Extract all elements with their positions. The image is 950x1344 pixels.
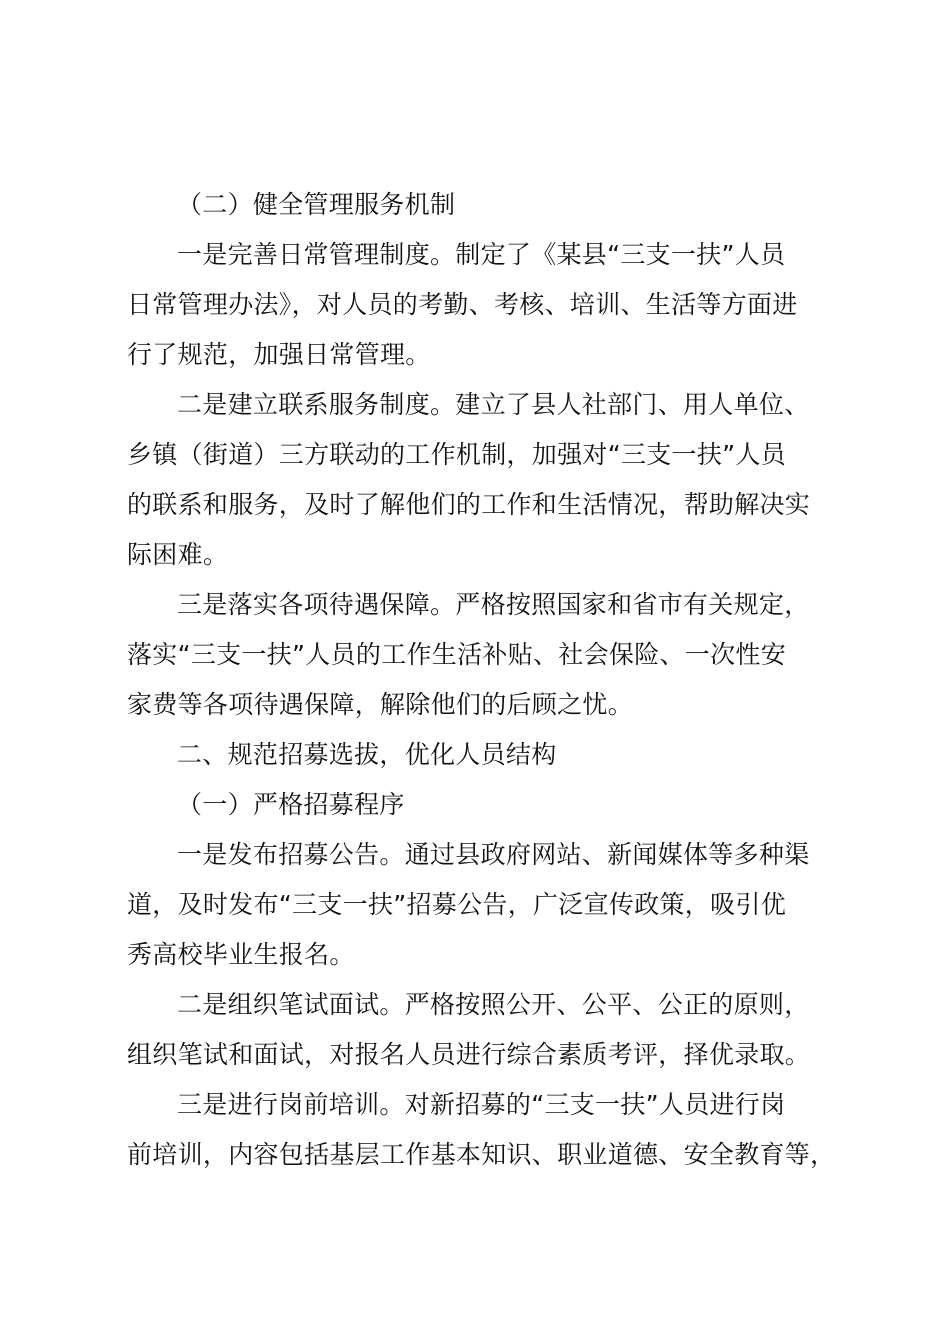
text-line: 三是进行岗前培训。对新招募的“三支一扶”人员进行岗	[177, 1090, 786, 1119]
section-heading-management-mechanism	[127, 180, 832, 230]
text-line: 行了规范，加强日常管理。	[127, 340, 431, 369]
paragraph-benefits	[127, 580, 832, 730]
document-body	[127, 180, 836, 1180]
text-line: 二、规范招募选拔，优化人员结构	[177, 740, 557, 769]
section-heading-recruitment	[127, 730, 832, 780]
paragraph-daily-management	[127, 230, 832, 380]
text-line: 二是组织笔试面试。严格按照公开、公平、公正的原则，	[177, 990, 810, 1019]
text-line: 家费等各项待遇保障，解除他们的后顾之忧。	[127, 690, 634, 719]
text-line: 一是发布招募公告。通过县政府网站、新闻媒体等多种渠	[177, 840, 810, 869]
text-line: 组织笔试和面试，对报名人员进行综合素质考评，择优录取。	[127, 1040, 811, 1069]
text-line: 际困难。	[127, 540, 229, 569]
text-line: 二是建立联系服务制度。建立了县人社部门、用人单位、	[177, 390, 810, 419]
paragraph-announcement	[127, 830, 832, 980]
text-line: 前培训，内容包括基层工作基本知识、职业道德、安全教育等，	[127, 1140, 836, 1169]
text-line: 落实“三支一扶”人员的工作生活补贴、社会保险、一次性安	[127, 640, 787, 669]
text-line: 乡镇（街道）三方联动的工作机制，加强对“三支一扶”人员	[127, 440, 787, 469]
text-line: 的联系和服务，及时了解他们的工作和生活情况，帮助解决实	[127, 490, 811, 519]
text-line: 秀高校毕业生报名。	[127, 940, 355, 969]
text-line: 三是落实各项待遇保障。严格按照国家和省市有关规定，	[177, 590, 810, 619]
text-line: 一是完善日常管理制度。制定了《某县“三支一扶”人员	[177, 240, 786, 269]
text-line: 道，及时发布“三支一扶”招募公告，广泛宣传政策，吸引优	[127, 890, 787, 919]
paragraph-training	[127, 1080, 836, 1180]
subsection-heading-recruitment-procedure	[127, 780, 832, 830]
paragraph-exams	[127, 980, 832, 1080]
text-line: （二）健全管理服务机制	[177, 190, 456, 219]
text-line: 日常管理办法》，对人员的考勤、考核、培训、生活等方面进	[127, 290, 798, 319]
text-line: （一）严格招募程序	[177, 790, 405, 819]
paragraph-contact-service	[127, 380, 832, 580]
